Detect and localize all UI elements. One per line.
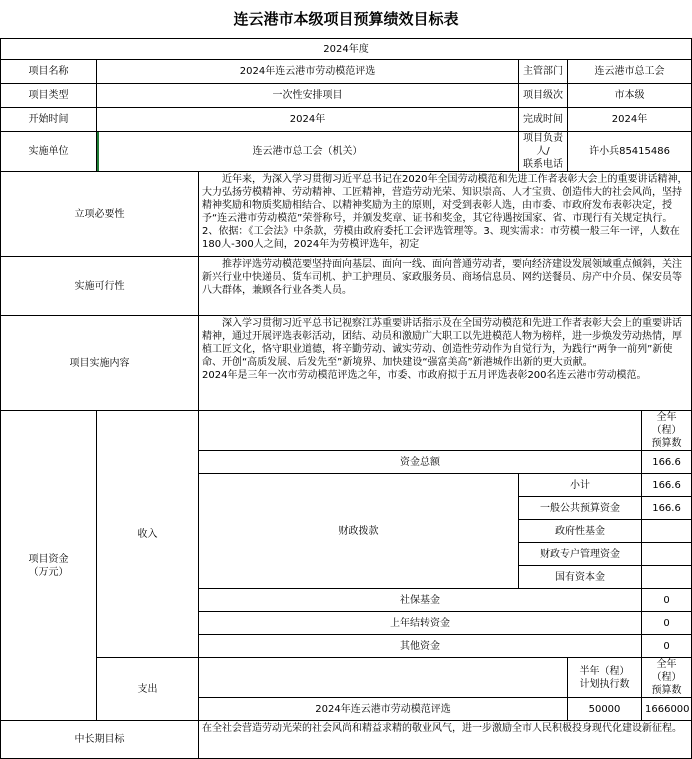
special-value bbox=[642, 543, 692, 566]
carry-label: 上年结转资金 bbox=[199, 612, 642, 635]
budget-table bbox=[0, 38, 692, 759]
dept-value: 连云港市总工会 bbox=[568, 60, 692, 84]
owner-label: 项目负责人/ 联系电话 bbox=[519, 132, 568, 172]
expense-year-value: 1666000 bbox=[642, 698, 692, 721]
subtotal-value: 166.6 bbox=[642, 474, 692, 497]
expense-header-blank bbox=[199, 658, 568, 698]
income-header-blank bbox=[199, 411, 642, 451]
longterm-text: 在全社会营造劳动光荣的社会风尚和精益求精的敬业风气，进一步激励全市人民积极投身现代化建设新征程。 bbox=[199, 721, 692, 759]
necessity-text: 近年来，为深入学习贯彻习近平总书记在2020年全国劳动模范和先进工作者表彰大会上的重要讲话精神，大力弘扬劳模精神、劳动精神、工匠精神，营造劳动光荣、知识崇高、人才宝贵、创造伟大的社会风尚，坚持精神奖励和物质奖励相结合、以精神奖励为主的原则，对受到表彰人选，由市委、市政府发布表彰决定，授予“连云港市劳动模范”荣誉称号，并颁发奖章、证书和奖金，其它待遇按国家、省、市现行有关规定执行。2、依据：《工会法》中条款，劳模由政府委托工会评选管理等。3、现实需求：市劳模一般三年一评，人数在180人-300人之间，2024年为劳模评选年，初定 bbox=[199, 172, 692, 257]
funds-label: 项目资金 （万元） bbox=[1, 411, 97, 721]
special-label: 财政专户管理资金 bbox=[519, 543, 642, 566]
year-cell: 2024年度 bbox=[1, 39, 692, 60]
feasibility-label: 实施可行性 bbox=[1, 257, 199, 316]
end-label: 完成时间 bbox=[519, 108, 568, 132]
project-name-value: 2024年连云港市劳动模范评选 bbox=[97, 60, 519, 84]
fiscal-label: 财政拨款 bbox=[199, 474, 519, 589]
start-label: 开始时间 bbox=[1, 108, 97, 132]
other-value: 0 bbox=[642, 635, 692, 658]
state-label: 国有资本金 bbox=[519, 566, 642, 589]
level-label: 项目级次 bbox=[519, 84, 568, 108]
dept-label: 主管部门 bbox=[519, 60, 568, 84]
state-value bbox=[642, 566, 692, 589]
govfund-label: 政府性基金 bbox=[519, 520, 642, 543]
total-label: 资金总额 bbox=[199, 451, 642, 474]
end-value: 2024年 bbox=[568, 108, 692, 132]
type-value: 一次性安排项目 bbox=[97, 84, 519, 108]
project-name-label: 项目名称 bbox=[1, 60, 97, 84]
subtotal-label: 小计 bbox=[519, 474, 642, 497]
total-value: 166.6 bbox=[642, 451, 692, 474]
social-label: 社保基金 bbox=[199, 589, 642, 612]
content-text: 深入学习贯彻习近平总书记视察江苏重要讲话指示及在全国劳动模范和先进工作者表彰大会上的重要讲话精神，通过开展评选表彰活动，团结、动员和激励广大职工以先进模范人物为榜样，进一步焕发劳动热情，厚植工匠文化，恪守职业道德，将辛勤劳动、诚实劳动、创造性劳动作为自觉行为，为践行“两争一前列”新使命、开创“高质发展、后发先至”新境界、加快建设“强富美高”新港城作出新的更大贡献。 2024年是三年一次市劳动模范评选之年，市委、市政府拟于五月评选表彰200名连云港市劳动模范。 bbox=[199, 316, 692, 411]
level-value: 市本级 bbox=[568, 84, 692, 108]
start-value: 2024年 bbox=[97, 108, 519, 132]
expense-label: 支出 bbox=[97, 658, 199, 721]
social-value: 0 bbox=[642, 589, 692, 612]
govfund-value bbox=[642, 520, 692, 543]
unit-label: 实施单位 bbox=[1, 132, 97, 172]
type-label: 项目类型 bbox=[1, 84, 97, 108]
page-title: 连云港市本级项目预算绩效目标表 bbox=[233, 10, 459, 28]
expense-half-header: 半年（程） 计划执行数 bbox=[568, 658, 642, 698]
expense-half-value: 50000 bbox=[568, 698, 642, 721]
necessity-label: 立项必要性 bbox=[1, 172, 199, 257]
expense-year-header: 全年（程） 预算数 bbox=[642, 658, 692, 698]
longterm-label: 中长期目标 bbox=[1, 721, 199, 759]
owner-value: 许小兵85415486 bbox=[568, 132, 692, 172]
general-value: 166.6 bbox=[642, 497, 692, 520]
content-label: 项目实施内容 bbox=[1, 316, 199, 411]
unit-value: 连云港市总工会（机关） bbox=[97, 132, 519, 172]
other-label: 其他资金 bbox=[199, 635, 642, 658]
income-budget-header: 全年（程） 预算数 bbox=[642, 411, 692, 451]
general-label: 一般公共预算资金 bbox=[519, 497, 642, 520]
feasibility-text: 推荐评选劳动模范要坚持面向基层、面向一线、面向普通劳动者，要向经济建设发展领域重点倾斜，关注新兴行业中快递员、货车司机、护工护理员、家政服务员、商场信息员、网约送餐员、房产中介员、保安员等八大群体，兼顾各行业各类人员。 bbox=[199, 257, 692, 316]
carry-value: 0 bbox=[642, 612, 692, 635]
income-label: 收入 bbox=[97, 411, 199, 658]
expense-item: 2024年连云港市劳动模范评选 bbox=[199, 698, 568, 721]
